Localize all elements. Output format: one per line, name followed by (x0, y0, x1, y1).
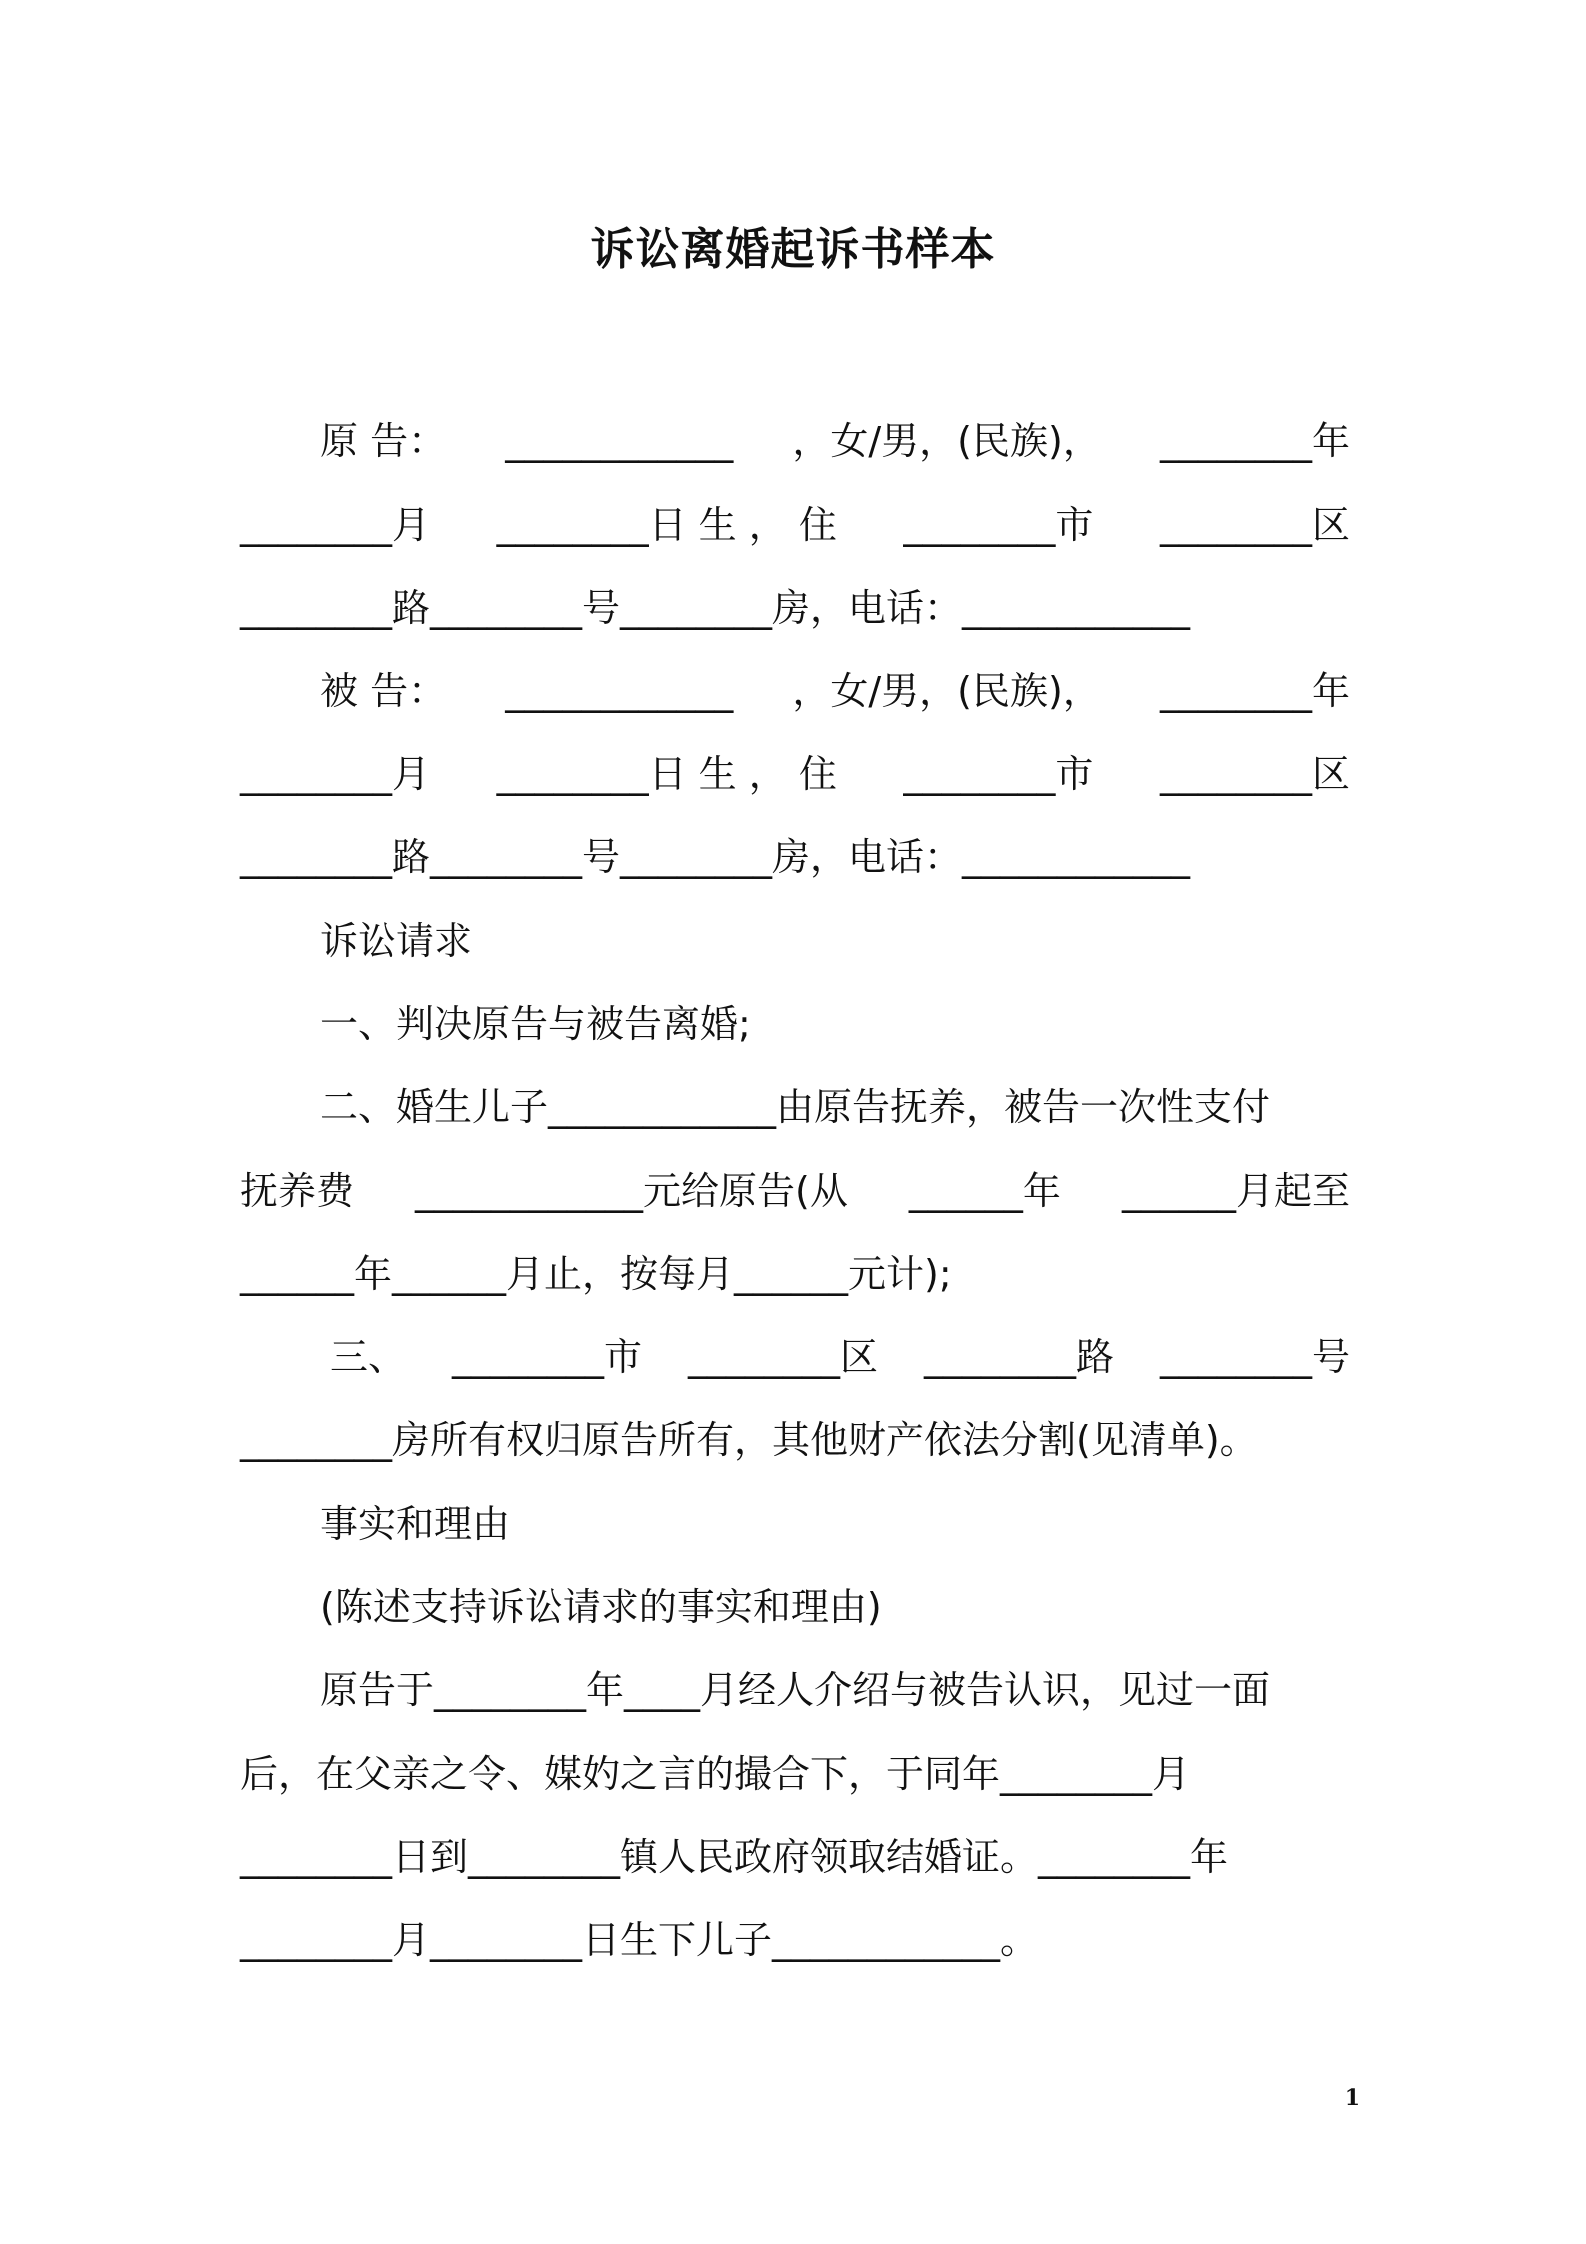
facts-line-2 (240, 1746, 1350, 1802)
text-segment: ________月 (240, 752, 431, 796)
text-segment: ________市 (451, 1335, 642, 1379)
text-segment: ，女/男，(民族)， (792, 669, 1101, 713)
text-segment: ，女/男，(民族)， (792, 419, 1101, 463)
facts-instruction (320, 1579, 1350, 1635)
text-segment: ______月起至 (1121, 1169, 1350, 1213)
facts-line-3 (240, 1829, 1350, 1885)
claim-2-line-3 (240, 1246, 1350, 1302)
text-segment: 被 告： (320, 669, 447, 713)
text-segment: 原 告： (320, 419, 447, 463)
defendant-line-3 (240, 829, 1350, 885)
document-title: 诉讼离婚起诉书样本 (590, 224, 996, 275)
text-segment: ________路 (923, 1335, 1114, 1379)
facts-line-4 (240, 1912, 1350, 1968)
text-segment: 事实和理由 (320, 1502, 511, 1546)
claim-3-line-2 (240, 1412, 1350, 1468)
text-segment: ________房所有权归原告所有，其他财产依法分割(见清单)。 (240, 1418, 1258, 1462)
text-segment: 诉讼请求 (320, 919, 473, 963)
text-segment: ________年 (1159, 669, 1350, 713)
claim-2-line-2 (240, 1163, 1350, 1219)
defendant-line-2 (240, 746, 1350, 802)
text-segment: 原告于________年____月经人介绍与被告认识，见过一面 (320, 1668, 1271, 1712)
text-segment: (陈述支持诉讼请求的事实和理由) (320, 1585, 882, 1629)
text-segment: ________月 (240, 503, 431, 547)
text-segment: ________区 (1159, 503, 1350, 547)
claim-2-line-1 (320, 1079, 1350, 1135)
text-segment: ________路________号________房，电话：____________ (240, 586, 1191, 630)
text-segment: ________号 (1159, 1335, 1350, 1379)
text-segment: ________日 生 ， 住 (496, 503, 837, 547)
text-segment: 一、判决原告与被告离婚; (320, 1002, 751, 1046)
text-segment: ________日到________镇人民政府领取结婚证。________年 (240, 1835, 1229, 1879)
text-segment: ________日 生 ， 住 (496, 752, 837, 796)
plaintiff-line-2 (240, 497, 1350, 553)
page-number: 1 (1344, 2085, 1360, 2111)
text-segment: ________路________号________房，电话：____________ (240, 835, 1191, 879)
text-segment: ____________ (505, 419, 734, 463)
text-segment: ________月________日生下儿子____________。 (240, 1918, 1039, 1962)
defendant-line-1 (320, 663, 1350, 719)
text-segment: ________年 (1159, 419, 1350, 463)
text-segment: ______年 (908, 1169, 1061, 1213)
text-segment: ______年______月止，按每月______元计); (240, 1252, 952, 1296)
text-segment: ____________ (505, 669, 734, 713)
section-heading-facts (320, 1496, 1350, 1552)
section-heading-claims (320, 913, 1350, 969)
text-segment: ________市 (903, 752, 1094, 796)
claim-3-line-1 (330, 1329, 1350, 1385)
text-segment: ________区 (687, 1335, 878, 1379)
plaintiff-line-3 (240, 580, 1350, 636)
text-segment: ____________元给原告(从 (415, 1169, 848, 1213)
text-segment: 后，在父亲之令、媒妁之言的撮合下，于同年________月 (240, 1752, 1191, 1796)
text-segment: 抚养费 (240, 1169, 355, 1213)
plaintiff-line-1 (320, 413, 1350, 469)
text-segment: 二、婚生儿子____________由原告抚养，被告一次性支付 (320, 1085, 1271, 1129)
text-segment: ________区 (1159, 752, 1350, 796)
text-segment: 三、 (330, 1335, 407, 1379)
claim-1 (320, 996, 1350, 1052)
facts-line-1 (320, 1662, 1350, 1718)
text-segment: ________市 (903, 503, 1094, 547)
